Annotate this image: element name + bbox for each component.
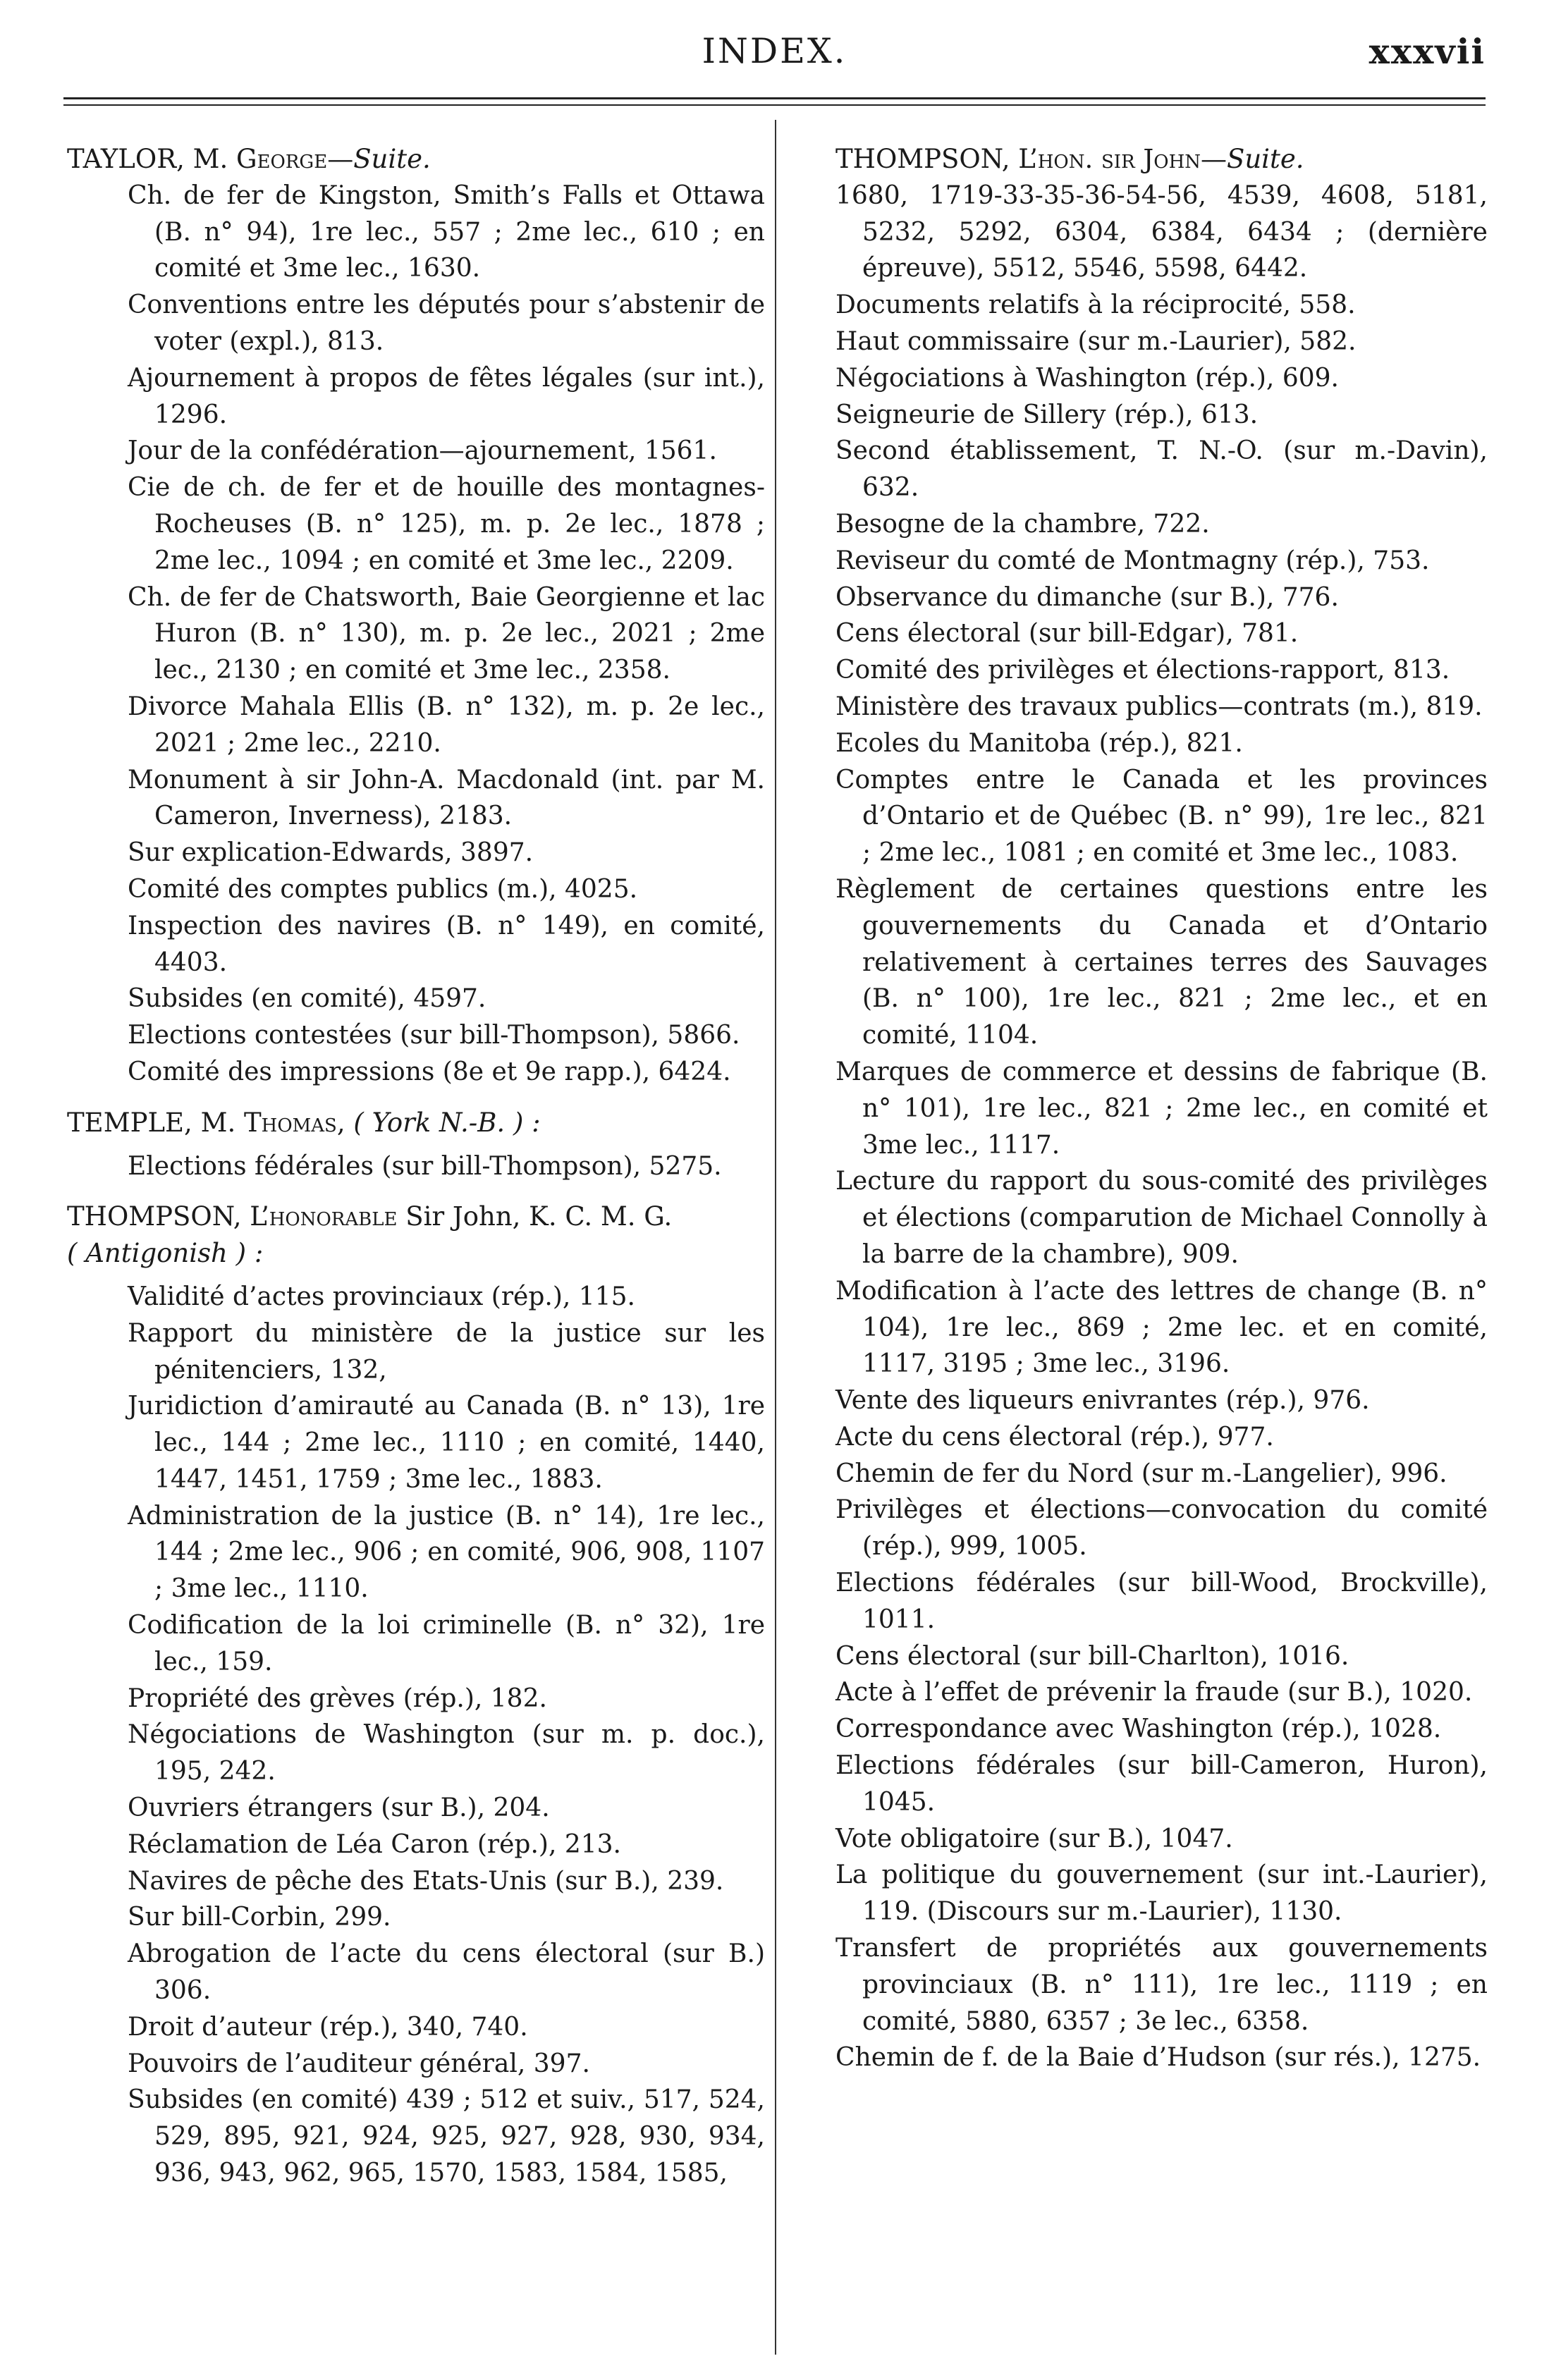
index-subentry: Sur bill-Corbin, 299. (128, 1903, 391, 1932)
index-subentry: Ouvriers étrangers (sur B.), 204. (128, 1793, 550, 1823)
index-subentry: Juridiction d’amirauté au Canada (B. n° 13), 1re lec., 144 ; 2me lec., 1110 ; en comité, 1440, 1447, 1451, 1759 ; 3me lec., 1883. (128, 1392, 765, 1494)
index-subentry: Subsides (en comité), 4597. (128, 984, 486, 1014)
index-subentry: Sur explication-Edwards, 3897. (128, 838, 534, 868)
index-subentry: Vote obligatoire (sur B.), 1047. (835, 1824, 1233, 1853)
index-column-left (67, 141, 765, 2192)
heading-suffix: , (336, 1107, 354, 1138)
header-rule-secondary (63, 104, 1486, 106)
index-subentry: Ch. de fer de Chatsworth, Baie Georgienne et lac Huron (B. n° 130), m. p. 2e lec., 2021 ; 2me lec., 2130 ; en comité et 3me lec., 2358. (128, 582, 765, 685)
index-subentry: Ch. de fer de Kingston, Smith’s Falls et Ottawa (B. n° 94), 1re lec., 557 ; 2me lec., 610 ; en comité et 3me lec., 1630. (128, 180, 765, 283)
index-subentry: Marques de commerce et dessins de fabrique (B. n° 101), 1re lec., 821 ; 2me lec., en comité et 3me lec., 1117. (835, 1057, 1488, 1160)
index-subentry: Seigneurie de Sillery (rép.), 613. (835, 400, 1259, 429)
heading-name-sc: George (236, 144, 328, 174)
index-subentry: Cens électoral (sur bill-Charlton), 1016. (835, 1641, 1349, 1671)
index-subentry: Comité des comptes publics (m.), 4025. (128, 874, 638, 904)
index-subentry: Jour de la confédération—ajournement, 1561. (128, 436, 717, 466)
index-subentry: Négociations à Washington (rép.), 609. (835, 363, 1339, 393)
heading-suffix-it: ( Antigonish ) : (67, 1238, 264, 1269)
index-subentry: Inspection des navires (B. n° 149), en comité, 4403. (128, 911, 765, 977)
index-subentry: Modification à l’acte des lettres de change (B. n° 104), 1re lec., 869 ; 2me lec. et en comité, 1117, 3195 ; 3me lec., 3196. (835, 1276, 1488, 1379)
heading-name: TAYLOR, M. (67, 144, 236, 174)
index-subentry: Besogne de la chambre, 722. (835, 509, 1210, 539)
index-subentry: Comptes entre le Canada et les provinces d’Ontario et de Québec (B. n° 99), 1re lec., 821 ; 2me lec., 1081 ; en comité et 3me lec., 1083. (835, 765, 1488, 868)
index-subentry: Monument à sir John-A. Macdonald (int. par M. Cameron, Inverness), 2183. (128, 765, 765, 831)
index-subentry: Correspondance avec Washington (rép.), 1028. (835, 1715, 1442, 1744)
heading-name: TEMPLE, M. (67, 1107, 244, 1138)
heading-suffix-it: Suite. (1227, 144, 1304, 174)
index-subentry: Comité des impressions (8e et 9e rapp.), 6424. (128, 1057, 731, 1086)
index-heading (67, 141, 765, 178)
heading-name-sc: Thomas (243, 1107, 337, 1138)
index-subentry: Ecoles du Manitoba (rép.), 821. (835, 728, 1243, 758)
index-subentry: Elections fédérales (sur bill-Thompson), 5275. (128, 1151, 722, 1181)
index-subentry: Elections fédérales (sur bill-Cameron, Huron), 1045. (835, 1751, 1488, 1817)
heading-suffix: — (1201, 144, 1227, 174)
running-head (63, 20, 1486, 83)
index-subentry: Acte à l’effet de prévenir la fraude (sur B.), 1020. (835, 1678, 1473, 1707)
index-subentry: Acte du cens électoral (rép.), 977. (835, 1422, 1274, 1452)
header-rule (63, 97, 1486, 99)
heading-suffix: — (327, 144, 354, 174)
index-subentry: Chemin de f. de la Baie d’Hudson (sur rés.), 1275. (835, 2043, 1481, 2073)
heading-suffix-it: ( York N.-B. ) : (353, 1107, 541, 1138)
index-subentry: Règlement de certaines questions entre les gouvernements du Canada et d’Ontario relativement à certaines terres des Sauvages (B. n° 100), 1re lec., 821 ; 2me lec., et en comité, 1104. (835, 874, 1488, 1050)
index-subentry: La politique du gouvernement (sur int.-Laurier), 119. (Discours sur m.-Laurier), 1130. (835, 1860, 1488, 1927)
running-title: INDEX. (702, 31, 847, 71)
index-column-right (835, 141, 1488, 2076)
index-subentry: 1680, 1719-33-35-36-54-56, 4539, 4608, 5181, 5232, 5292, 6304, 6384, 6434 ; (dernière épreuve), 5512, 5546, 5598, 6442. (835, 180, 1488, 283)
index-subentry: Cie de ch. de fer et de houille des montagnes-Rocheuses (B. n° 125), m. p. 2e lec., 1878 ; 2me lec., 1094 ; en comité et 3me lec., 2209. (128, 473, 765, 575)
heading-suffix: Sir John, K. C. M. G. (397, 1201, 673, 1232)
heading-name-sc: hon. sir John (1037, 144, 1201, 174)
index-subentry: Codification de la loi criminelle (B. n° 32), 1re lec., 159. (128, 1611, 765, 1676)
heading-name-sc: honorable (269, 1201, 398, 1232)
index-subentry: Ministère des travaux publics—contrats (m.), 819. (835, 692, 1483, 721)
index-heading (67, 1105, 765, 1141)
index-subentry: Réclamation de Léa Caron (rép.), 213. (128, 1829, 621, 1859)
index-subentry: Conventions entre les députés pour s’abstenir de voter (expl.), 813. (128, 290, 765, 356)
heading-name: THOMPSON, L’ (835, 144, 1038, 174)
page-number: xxxvii (1369, 31, 1486, 72)
index-subentry: Haut commissaire (sur m.-Laurier), 582. (835, 326, 1357, 356)
index-heading (67, 1235, 765, 1272)
index-subentry: Divorce Mahala Ellis (B. n° 132), m. p. 2e lec., 2021 ; 2me lec., 2210. (128, 692, 765, 758)
index-subentry: Elections contestées (sur bill-Thompson), 5866. (128, 1021, 740, 1050)
index-subentry: Subsides (en comité) 439 ; 512 et suiv., 517, 524, 529, 895, 921, 924, 925, 927, 928, 930, 934, 936, 943, 962, 965, 1570, 1583, 1584, 1585, (128, 2085, 765, 2188)
index-subentry: Lecture du rapport du sous-comité des privilèges et élections (comparution de Michael Connolly à la barre de la chambre), 909. (835, 1167, 1488, 1269)
heading-name: THOMPSON, L’ (67, 1201, 269, 1232)
index-heading (67, 1198, 765, 1235)
index-subentry: Elections fédérales (sur bill-Wood, Brockville), 1011. (835, 1569, 1488, 1634)
column-divider (775, 120, 776, 2355)
index-subentry: Droit d’auteur (rép.), 340, 740. (128, 2012, 528, 2042)
index-subentry: Vente des liqueurs enivrantes (rép.), 976. (835, 1386, 1370, 1416)
index-subentry: Reviseur du comté de Montmagny (rép.), 753. (835, 546, 1430, 575)
index-subentry: Négociations de Washington (sur m. p. doc.), 195, 242. (128, 1720, 765, 1786)
index-subentry: Second établissement, T. N.-O. (sur m.-Davin), 632. (835, 436, 1488, 503)
index-subentry: Documents relatifs à la réciprocité, 558. (835, 290, 1356, 320)
index-subentry: Ajournement à propos de fêtes légales (sur int.), 1296. (128, 363, 765, 429)
index-subentry: Chemin de fer du Nord (sur m.-Langelier), 996. (835, 1459, 1447, 1488)
index-subentry: Rapport du ministère de la justice sur les pénitenciers, 132, (128, 1318, 765, 1385)
index-subentry: Observance du dimanche (sur B.), 776. (835, 582, 1339, 612)
index-subentry: Pouvoirs de l’auditeur général, 397. (128, 2049, 590, 2078)
index-subentry: Administration de la justice (B. n° 14), 1re lec., 144 ; 2me lec., 906 ; en comité, 906, 908, 1107 ; 3me lec., 1110. (128, 1501, 765, 1604)
index-subentry: Comité des privilèges et élections-rapport, 813. (835, 656, 1450, 685)
index-subentry: Transfert de propriétés aux gouvernements provinciaux (B. n° 111), 1re lec., 1119 ; en comité, 5880, 6357 ; 3e lec., 6358. (835, 1934, 1488, 2036)
index-subentry: Propriété des grèves (rép.), 182. (128, 1683, 547, 1713)
heading-suffix-it: Suite. (353, 144, 431, 174)
index-subentry: Navires de pêche des Etats-Unis (sur B.), 239. (128, 1866, 724, 1896)
index-subentry: Cens électoral (sur bill-Edgar), 781. (835, 619, 1299, 649)
index-subentry: Validité d’actes provinciaux (rép.), 115. (128, 1282, 635, 1311)
index-heading (835, 141, 1488, 178)
index-subentry: Abrogation de l’acte du cens électoral (sur B.) 306. (128, 1939, 765, 2006)
index-subentry: Privilèges et élections—convocation du comité (rép.), 999, 1005. (835, 1495, 1488, 1562)
